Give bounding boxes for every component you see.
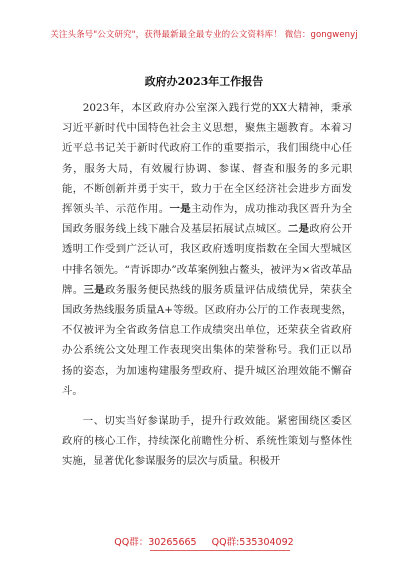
paragraph-section-one: 一、切实当好参谋助手，提升行政效能。紧密围绕区委区政府的核心工作，持续深化前瞻性分析、系统性策划与整体性实施，显著优化参谋服务的层次与质量。积极开 [62, 415, 352, 468]
footer-qq-group-2: QQ群:535304092 [211, 537, 294, 548]
footer-qq-group-1: QQ群：30265665 [114, 537, 197, 548]
keyword-first: 一是 [169, 203, 192, 216]
paragraph-text: 2023年，本区政府办公室深入践行党的XX大精神，秉承习近平新时代中国特色社会主义思想，聚焦主题教育。本着习近平总书记关于新时代政府工作的重要指示，我们围绕中心任务，服务大局，有效履行协调、参谋、督查和服务的多元职能，不断创新并勇于实干，致力于在全区经济社会进步方面发挥领头羊、示范作用。 [62, 102, 352, 216]
keyword-third: 三是 [83, 283, 106, 296]
page-title: 政府办2023年工作报告 [144, 75, 264, 88]
paragraph-intro [62, 98, 352, 401]
paragraph-text: 政务服务便民热线的服务质量评估成绩优异，荣获全国政务热线服务质量A+等级。区政府办公厅的工作表现斐然，不仅被评为全省政务信息工作成绩突出单位，还荣获全省政府办公系统公文处理工作表现突出集体的荣誉称号。我们正以昂扬的姿态，为加速构建服务型政府、提升城区治理效能不懈奋斗。 [62, 283, 353, 397]
footer-underline [150, 550, 290, 551]
footer-contact [0, 534, 408, 548]
document-body [62, 98, 352, 472]
paragraph-text: 主动作为，成功推动我区晋升为全国政务服务线上线下融合及基层拓展试点城区。 [62, 203, 353, 236]
paragraph-text: 政府公开透明工作受到广泛认可，我区政府透明度指数在全国大型城区中排名领先。“青诉即办”改革案例独占鳌头，被评为×省改革品牌。 [62, 223, 353, 296]
keyword-second: 二是 [287, 223, 310, 236]
header-note: 关注头条号"公文研究"，获得最新最全最专业的公文资料库！ 微信：gongwenyj [50, 30, 358, 40]
